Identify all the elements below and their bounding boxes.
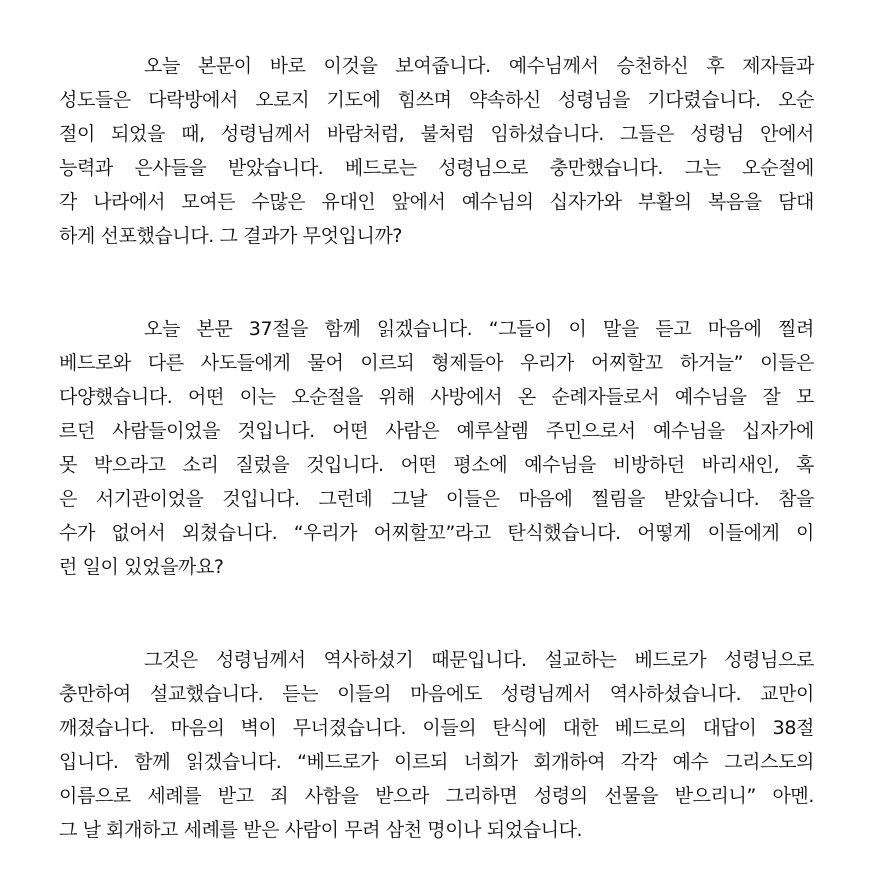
text-line: 런 일이 있었을까요?	[59, 556, 224, 578]
text-line: 입니다. 함께 읽겠습니다. “베드로가 이르되 너희가 회개하여 각각 예수 그리스도의	[59, 751, 814, 773]
text-line: 오늘 본문이 바로 이것을 보여줍니다. 예수님께서 승천하신 후 제자들과	[144, 55, 814, 77]
text-line: 그 날 회개하고 세례를 받은 사람이 무려 삼천 명이나 되었습니다.	[59, 819, 583, 841]
text-line: 깨졌습니다. 마음의 벽이 무너졌습니다. 이들의 탄식에 대한 베드로의 대답이 38절	[59, 717, 814, 739]
text-line: 그것은 성령님께서 역사하셨기 때문입니다. 설교하는 베드로가 성령님으로	[144, 649, 814, 671]
paragraph-2	[59, 312, 814, 584]
text-line: 능력과 은사들을 받았습니다. 베드로는 성령님으로 충만했습니다. 그는 오순절에	[59, 157, 814, 179]
text-line: 절이 되었을 때, 성령님께서 바람처럼, 불처럼 임하셨습니다. 그들은 성령님 안에서	[59, 123, 814, 145]
text-line: 르던 사람들이었을 것입니다. 어떤 사람은 예루살렘 주민으로서 예수님을 십자가에	[59, 420, 814, 442]
text-line: 다양했습니다. 어떤 이는 오순절을 위해 사방에서 온 순례자들로서 예수님을 잘 모	[59, 386, 814, 408]
text-line: 베드로와 다른 사도들에게 물어 이르되 형제들아 우리가 어찌할꼬 하거늘” 이들은	[59, 352, 814, 374]
text-line: 못 박으라고 소리 질렀을 것입니다. 어떤 평소에 예수님을 비방하던 바리새인, 혹	[59, 454, 814, 476]
text-line: 오늘 본문 37절을 함께 읽겠습니다. “그들이 이 말을 듣고 마음에 찔려	[144, 318, 814, 340]
text-line: 각 나라에서 모여든 수많은 유대인 앞에서 예수님의 십자가와 부활의 복음을 담대	[59, 191, 814, 213]
text-line: 하게 선포했습니다. 그 결과가 무엇입니까?	[59, 225, 403, 247]
text-line: 성도들은 다락방에서 오로지 기도에 힘쓰며 약속하신 성령님을 기다렸습니다. 오순	[59, 89, 814, 111]
paragraph-spacer	[59, 253, 814, 312]
paragraph-spacer	[59, 584, 814, 643]
paragraph-3	[59, 643, 814, 847]
paragraph-1	[59, 49, 814, 253]
text-line: 충만하여 설교했습니다. 듣는 이들의 마음에도 성령님께서 역사하셨습니다. 교만이	[59, 683, 814, 705]
document-page	[59, 49, 814, 847]
text-line: 이름으로 세례를 받고 죄 사함을 받으라 그리하면 성령의 선물을 받으리니” 아멘.	[59, 785, 814, 807]
text-line: 은 서기관이었을 것입니다. 그런데 그날 이들은 마음에 찔림을 받았습니다. 참을	[59, 488, 814, 510]
text-line: 수가 없어서 외쳤습니다. “우리가 어찌할꼬”라고 탄식했습니다. 어떻게 이들에게 이	[59, 522, 814, 544]
